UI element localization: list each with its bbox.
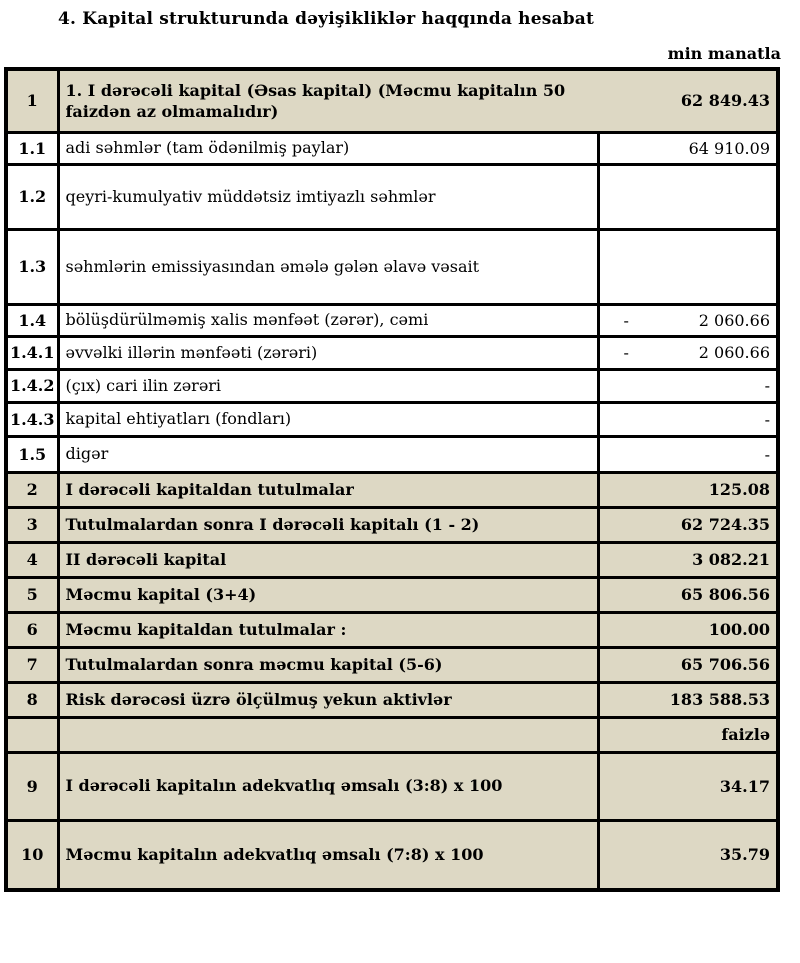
row-value-cell: 65 806.56 [598, 577, 778, 612]
row-number-cell: 1.1 [6, 132, 58, 164]
table-row [6, 472, 778, 507]
row-label-cell: Tutulmalardan sonra məcmu kapital (5-6) [58, 647, 598, 682]
row-value-cell [598, 164, 778, 229]
row-label-cell: digər [58, 436, 598, 472]
negative-sign: - [623, 310, 629, 330]
row-number-cell: 1.2 [6, 164, 58, 229]
row-label-cell: II dərəcəli kapital [58, 542, 598, 577]
row-value-cell [598, 336, 778, 369]
table-row [6, 577, 778, 612]
table-row [6, 820, 778, 890]
table-row [6, 304, 778, 336]
row-number-cell: 10 [6, 820, 58, 890]
row-label-cell: (çıx) cari ilin zərəri [58, 369, 598, 402]
table-row [6, 369, 778, 402]
row-label-cell: Risk dərəcəsi üzrə ölçülmuş yekun aktivlər [58, 682, 598, 717]
row-number-cell: 1 [6, 69, 58, 132]
row-value-cell: 183 588.53 [598, 682, 778, 717]
negative-sign: - [623, 343, 629, 362]
row-number-cell: 6 [6, 612, 58, 647]
value-number: 2 060.66 [698, 310, 770, 330]
row-label-cell: kapital ehtiyatları (fondları) [58, 402, 598, 436]
value-number: 2 060.66 [698, 343, 770, 362]
row-number-cell: 4 [6, 542, 58, 577]
row-value-cell: 65 706.56 [598, 647, 778, 682]
table-row [6, 336, 778, 369]
row-number-cell: 9 [6, 752, 58, 820]
row-value-cell: 100.00 [598, 612, 778, 647]
row-label-cell: əvvəlki illərin mənfəəti (zərəri) [58, 336, 598, 369]
table-row [6, 682, 778, 717]
row-value-cell: - [598, 369, 778, 402]
row-number-cell: 1.4.1 [6, 336, 58, 369]
row-number-cell: 1.4 [6, 304, 58, 336]
row-value-cell [598, 304, 778, 336]
table-row [6, 436, 778, 472]
row-label-cell: Məcmu kapitalın adekvatlıq əmsalı (7:8) x 100 [58, 820, 598, 890]
row-value-cell: - [598, 402, 778, 436]
row-number-cell: 1.3 [6, 229, 58, 304]
row-label-cell: 1. I dərəcəli kapital (Əsas kapital) (Məcmu kapitalın 50 faizdən az olmamalıdır) [58, 69, 598, 132]
row-label-cell: səhmlərin emissiyasından əmələ gələn əlavə vəsait [58, 229, 598, 304]
table-row [6, 507, 778, 542]
page-title: 4. Kapital strukturunda dəyişikliklər haqqında hesabat [58, 9, 595, 29]
row-label-cell: bölüşdürülməmiş xalis mənfəət (zərər), cəmi [58, 304, 598, 336]
capital-structure-table [4, 67, 780, 892]
row-value-cell: 35.79 [598, 820, 778, 890]
row-label-cell: Məcmu kapital (3+4) [58, 577, 598, 612]
row-number-cell: 7 [6, 647, 58, 682]
row-value-cell: 34.17 [598, 752, 778, 820]
row-number-cell [6, 717, 58, 752]
row-number-cell: 5 [6, 577, 58, 612]
row-value-cell: - [598, 436, 778, 472]
row-label-cell: qeyri-kumulyativ müddətsiz imtiyazlı səhmlər [58, 164, 598, 229]
table-row [6, 402, 778, 436]
table-row [6, 229, 778, 304]
row-label-cell: Tutulmalardan sonra I dərəcəli kapitalı (1 - 2) [58, 507, 598, 542]
unit-label: min manatla [667, 44, 781, 63]
row-label-cell [58, 717, 598, 752]
table-row [6, 612, 778, 647]
row-label-cell: Məcmu kapitaldan tutulmalar : [58, 612, 598, 647]
row-number-cell: 1.4.2 [6, 369, 58, 402]
row-value-cell: 62 849.43 [598, 69, 778, 132]
table-row [6, 164, 778, 229]
row-value-cell: 64 910.09 [598, 132, 778, 164]
row-number-cell: 1.4.3 [6, 402, 58, 436]
table-row [6, 752, 778, 820]
row-value-cell: 62 724.35 [598, 507, 778, 542]
row-number-cell: 8 [6, 682, 58, 717]
row-number-cell: 1.5 [6, 436, 58, 472]
row-value-cell: faizlə [598, 717, 778, 752]
row-value-cell [598, 229, 778, 304]
table-row [6, 647, 778, 682]
row-label-cell: I dərəcəli kapitalın adekvatlıq əmsalı (3:8) x 100 [58, 752, 598, 820]
table-row [6, 717, 778, 752]
row-value-cell: 3 082.21 [598, 542, 778, 577]
row-label-cell: adi səhmlər (tam ödənilmiş paylar) [58, 132, 598, 164]
row-number-cell: 2 [6, 472, 58, 507]
row-number-cell: 3 [6, 507, 58, 542]
table-row [6, 132, 778, 164]
table-row [6, 542, 778, 577]
row-value-cell: 125.08 [598, 472, 778, 507]
row-label-cell: I dərəcəli kapitaldan tutulmalar [58, 472, 598, 507]
table-row [6, 69, 778, 132]
